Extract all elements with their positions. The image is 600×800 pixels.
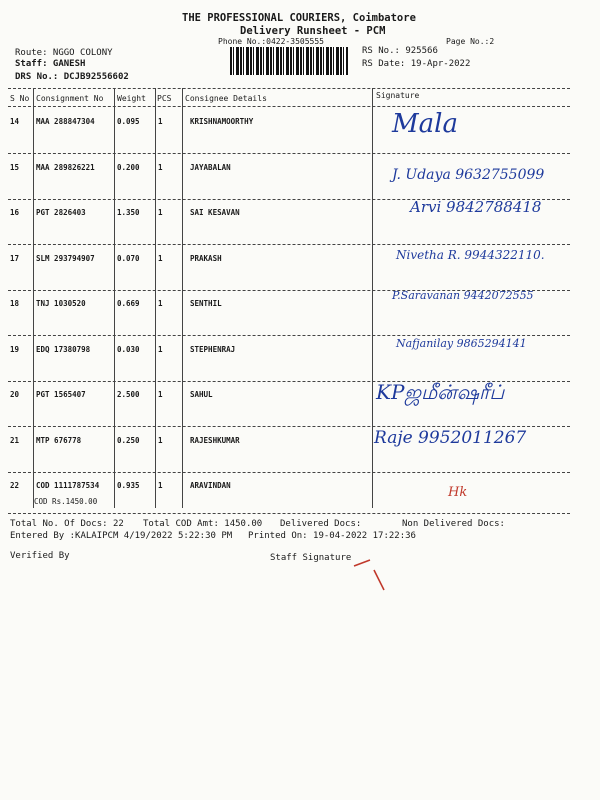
row-consignment: PGT 1565407 — [36, 390, 86, 399]
non-delivered-docs: Non Delivered Docs: — [402, 519, 505, 529]
total-docs: Total No. Of Docs: 22 — [10, 519, 124, 529]
col-header-sno: S No — [10, 94, 30, 103]
row-signature: P.Saravanan 9442072555 — [392, 289, 534, 302]
row-weight: 2.500 — [117, 390, 140, 399]
row-pcs: 1 — [158, 481, 163, 490]
row-signature: KPஜமீன்ஷரீப் — [376, 380, 505, 404]
row-cod-amount: COD Rs.1450.00 — [34, 497, 98, 506]
row-pcs: 1 — [158, 117, 163, 126]
row-consignment: COD 1111787534 — [36, 481, 100, 490]
rs-number: RS No.: 925566 — [362, 46, 438, 56]
table-header-rule — [8, 106, 570, 107]
drs-number: DRS No.: DCJB92556602 — [15, 72, 129, 82]
row-weight: 0.200 — [117, 162, 140, 172]
col-divider — [33, 88, 34, 508]
staff-name: Staff: GANESH — [15, 59, 86, 69]
row-consignee: KRISHNAMOORTHY — [190, 117, 254, 126]
row-signature: J. Udaya 9632755099 — [392, 166, 545, 183]
row-consignee: ARAVINDAN — [190, 481, 231, 490]
entered-by: Entered By :KALAIPCM 4/19/2022 5:22:30 PM — [10, 531, 233, 541]
row-signature: Arvi 9842788418 — [410, 198, 542, 216]
total-cod: Total COD Amt: 1450.00 — [143, 519, 263, 529]
delivered-docs: Delivered Docs: — [280, 519, 362, 529]
col-divider — [182, 88, 183, 508]
row-consignee: STEPHENRAJ — [190, 344, 236, 354]
col-header-signature: Signature — [376, 91, 420, 100]
row-sno: 18 — [10, 299, 20, 308]
row-consignment: SLM 293794907 — [36, 253, 95, 263]
row-consignment: MAA 289826221 — [36, 162, 95, 172]
phone-number: Phone No.:0422-3505555 — [218, 37, 324, 46]
row-weight: 0.095 — [117, 117, 140, 126]
barcode — [230, 47, 348, 75]
col-header-pcs: PCS — [157, 94, 172, 103]
row-sno: 17 — [10, 253, 20, 263]
row-sno: 16 — [10, 208, 20, 217]
route: Route: NGGO COLONY — [15, 48, 113, 58]
row-consignment: MAA 288847304 — [36, 117, 95, 126]
col-divider — [155, 88, 156, 508]
col-divider — [372, 88, 373, 508]
row-consignee: JAYABALAN — [190, 162, 231, 172]
row-weight: 0.935 — [117, 481, 140, 490]
row-consignee: RAJESHKUMAR — [190, 435, 240, 445]
row-sno: 19 — [10, 344, 20, 354]
row-pcs: 1 — [158, 344, 163, 354]
staff-signature: Staff Signature — [270, 553, 352, 563]
row-consignee: SAHUL — [190, 390, 213, 399]
row-pcs: 1 — [158, 435, 163, 445]
row-signature: Nivetha R. 9944322110. — [396, 247, 545, 262]
row-sno: 22 — [10, 481, 20, 490]
row-separator — [8, 472, 570, 473]
row-sno: 21 — [10, 435, 20, 445]
staff-signature-mark — [348, 556, 388, 592]
row-consignee: PRAKASH — [190, 253, 222, 263]
row-separator — [8, 244, 570, 245]
col-header-weight: Weight — [117, 94, 146, 103]
row-signature: Mala — [392, 109, 458, 139]
row-pcs: 1 — [158, 390, 163, 399]
row-consignment: MTP 676778 — [36, 435, 82, 445]
verified-by: Verified By — [10, 551, 70, 561]
row-weight: 1.350 — [117, 208, 140, 217]
row-weight: 0.030 — [117, 344, 140, 354]
col-divider — [114, 88, 115, 508]
row-pcs: 1 — [158, 208, 163, 217]
row-consignment: TNJ 1030520 — [36, 299, 86, 308]
row-pcs: 1 — [158, 253, 163, 263]
row-signature: Nafjanilay 9865294141 — [396, 336, 527, 350]
document-title: Delivery Runsheet - PCM — [240, 25, 386, 37]
row-signature: Hk — [448, 485, 468, 500]
row-separator — [8, 153, 570, 154]
company-name: THE PROFESSIONAL COURIERS, Coimbatore — [182, 12, 416, 24]
page-number: Page No.:2 — [446, 37, 495, 46]
row-signature: Raje 9952011267 — [374, 427, 527, 448]
row-consignment: EDQ 17380798 — [36, 344, 91, 354]
row-sno: 14 — [10, 117, 20, 126]
rs-date: RS Date: 19-Apr-2022 — [362, 59, 471, 69]
row-weight: 0.250 — [117, 435, 140, 445]
row-consignment: PGT 2826403 — [36, 208, 86, 217]
row-weight: 0.669 — [117, 299, 140, 308]
col-header-consignment: Consignment No — [36, 94, 104, 103]
row-sno: 20 — [10, 390, 20, 399]
col-header-consignee: Consignee Details — [185, 94, 267, 103]
printed-on: Printed On: 19-04-2022 17:22:36 — [248, 531, 416, 541]
row-pcs: 1 — [158, 299, 163, 308]
table-top-rule — [8, 88, 570, 89]
table-bottom-rule — [8, 513, 570, 514]
row-weight: 0.070 — [117, 253, 140, 263]
row-consignee: SAI KESAVAN — [190, 208, 240, 217]
row-sno: 15 — [10, 162, 20, 172]
row-pcs: 1 — [158, 162, 163, 172]
row-consignee: SENTHIL — [190, 299, 222, 308]
